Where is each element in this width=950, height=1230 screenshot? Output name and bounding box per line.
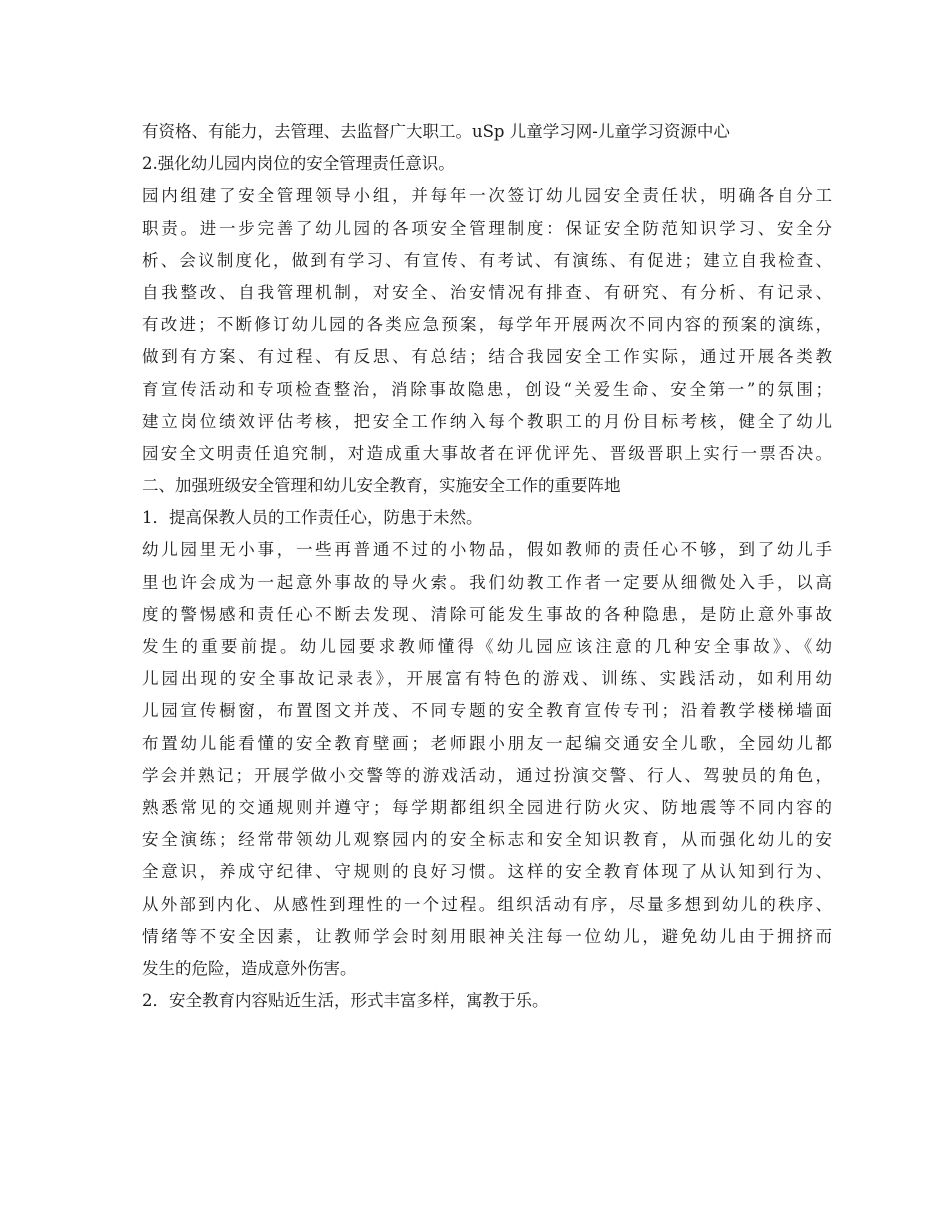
text-line: 发生的重要前提。幼儿园要求教师懂得《幼儿园应该注意的几种安全事故》、《幼 [142, 637, 832, 656]
text-line: 儿园宣传橱窗，布置图文并茂、不同专题的安全教育宣传专刊；沿着教学楼梯墙面 [142, 701, 832, 721]
text-line: 育宣传活动和专项检查整治，消除事故隐患，创设“关爱生命、安全第一”的氛围； [142, 379, 832, 399]
text-line: 园安全文明责任追究制，对造成重大事故者在评优评先、晋级晋职上实行一票否决。 [142, 443, 832, 463]
text-line: 从外部到内化、从感性到理性的一个过程。组织活动有序，尽量多想到幼儿的秩序、 [142, 894, 832, 914]
section-heading: 2.强化幼儿园内岗位的安全管理责任意识。 [142, 154, 455, 174]
section-heading: 二、加强班级安全管理和幼儿安全教育，实施安全工作的重要阵地 [142, 476, 621, 496]
text-line: 析、会议制度化，做到有学习、有宣传、有考试、有演练、有促进；建立自我检查、 [142, 250, 832, 270]
text-line: 全意识，养成守纪律、守规则的良好习惯。这样的安全教育体现了从认知到行为、 [142, 862, 832, 882]
text-line: 做到有方案、有过程、有反思、有总结；结合我园安全工作实际，通过开展各类教 [142, 347, 832, 367]
text-line: 学会并熟记；开展学做小交警等的游戏活动，通过扮演交警、行人、驾驶员的角色， [142, 765, 832, 785]
section-heading: 1．提高保教人员的工作责任心，防患于未然。 [142, 508, 483, 528]
section-heading: 2．安全教育内容贴近生活，形式丰富多样，寓教于乐。 [142, 991, 549, 1011]
text-line: 里也许会成为一起意外事故的导火索。我们幼教工作者一定要从细微处入手，以高 [142, 572, 832, 592]
text-line: 职责。进一步完善了幼儿园的各项安全管理制度：保证安全防范知识学习、安全分 [142, 218, 832, 238]
text-line: 布置幼儿能看懂的安全教育壁画；老师跟小朋友一起编交通安全儿歌，全园幼儿都 [142, 733, 832, 753]
text-line: 情绪等不安全因素，让教师学会时刻用眼神关注每一位幼儿，避免幼儿由于拥挤而 [142, 926, 832, 946]
text-line: 幼儿园里无小事，一些再普通不过的小物品，假如教师的责任心不够，到了幼儿手 [142, 540, 832, 560]
text-line: 儿园出现的安全事故记录表》，开展富有特色的游戏、训练、实践活动，如利用幼 [142, 669, 832, 689]
text-line: 建立岗位绩效评估考核，把安全工作纳入每个教职工的月份目标考核，健全了幼儿 [142, 411, 832, 431]
text-line: 熟悉常见的交通规则并遵守；每学期都组织全园进行防火灾、防地震等不同内容的 [142, 797, 832, 817]
text-line: 园内组建了安全管理领导小组，并每年一次签订幼儿园安全责任状，明确各自分工 [142, 186, 832, 206]
text-line: 自我整改、自我管理机制，对安全、治安情况有排查、有研究、有分析、有记录、 [142, 282, 832, 302]
text-line: 有资格、有能力，去管理、去监督广大职工。uSp 儿童学习网-儿童学习资源中心 [142, 122, 730, 141]
text-line: 安全演练；经常带领幼儿观察园内的安全标志和安全知识教育，从而强化幼儿的安 [142, 830, 832, 850]
text-line: 度的警惕感和责任心不断去发现、清除可能发生事故的各种隐患，是防止意外事故 [142, 604, 832, 624]
text-line: 发生的危险，造成意外伤害。 [142, 958, 357, 978]
text-line: 有改进；不断修订幼儿园的各类应急预案，每学年开展两次不同内容的预案的演练， [142, 315, 832, 335]
document-body [142, 116, 832, 1017]
